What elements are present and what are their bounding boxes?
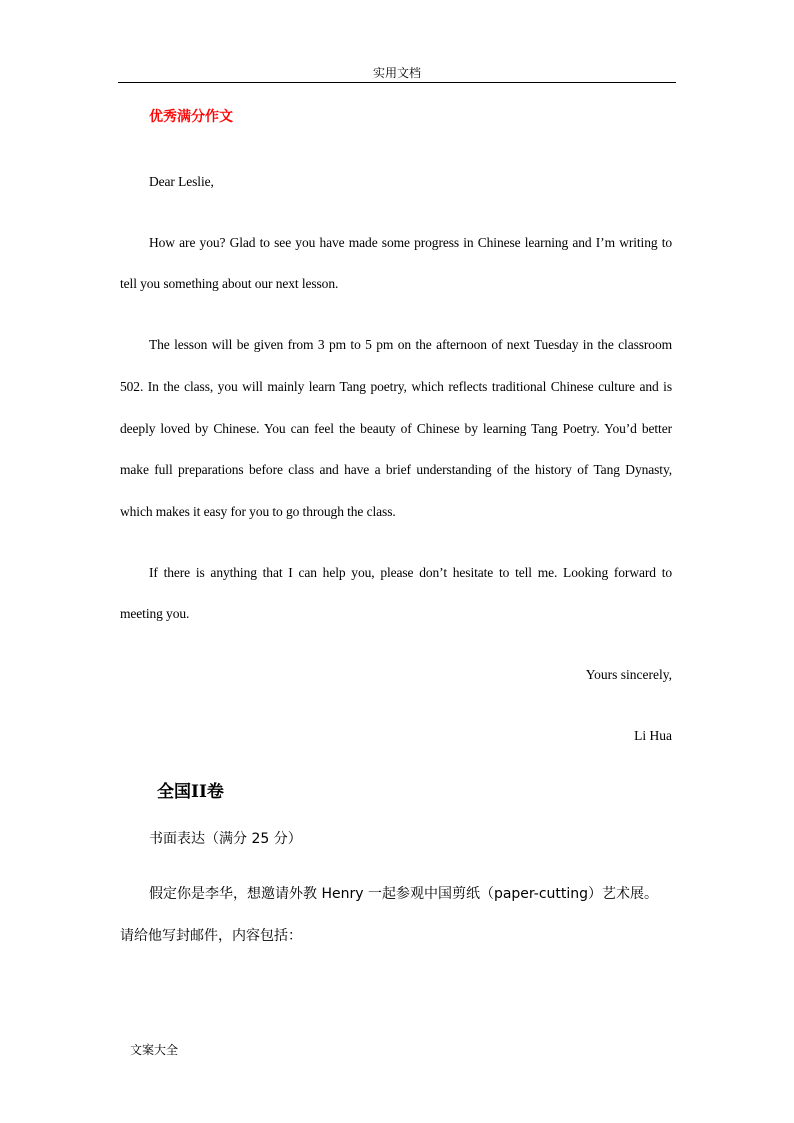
essay-title: 优秀满分作文 (149, 109, 233, 125)
page-header: 实用文档 (372, 66, 421, 80)
document-body (120, 104, 672, 957)
letter-paragraph-3: If there is anything that I can help you, please don’t hesitate to tell me. Looking forward to meeting you. (120, 564, 672, 622)
section-title: 全国II卷 (157, 782, 224, 803)
letter-signature: Li Hua (634, 727, 672, 743)
writing-task: 假定你是李华，想邀请外教 Henry 一起参观中国剪纸（paper-cutting）艺术展。请给他写封邮件，内容包括： (120, 886, 659, 945)
header-divider (118, 82, 676, 83)
letter-paragraph-1: How are you? Glad to see you have made some progress in Chinese learning and I’m writing to tell you something about our next lesson. (120, 234, 672, 292)
letter-closing: Yours sincerely, (585, 667, 672, 683)
writing-requirement: 书面表达（满分 25 分） (149, 831, 302, 848)
letter-paragraph-2: The lesson will be given from 3 pm to 5 pm on the afternoon of next Tuesday in the classroom 502. In the class, you will mainly learn Tang poetry, which reflects traditional Chinese culture and is deeply loved by Chinese. You can feel the beauty of Chinese by learning Tang Poetry. You’d better make full preparations before class and have a brief understanding of the history of Tang Dynasty, which makes it easy for you to go through the class. (120, 337, 672, 519)
letter-greeting: Dear Leslie, (149, 174, 214, 189)
page-footer: 文案大全 (130, 1043, 179, 1057)
